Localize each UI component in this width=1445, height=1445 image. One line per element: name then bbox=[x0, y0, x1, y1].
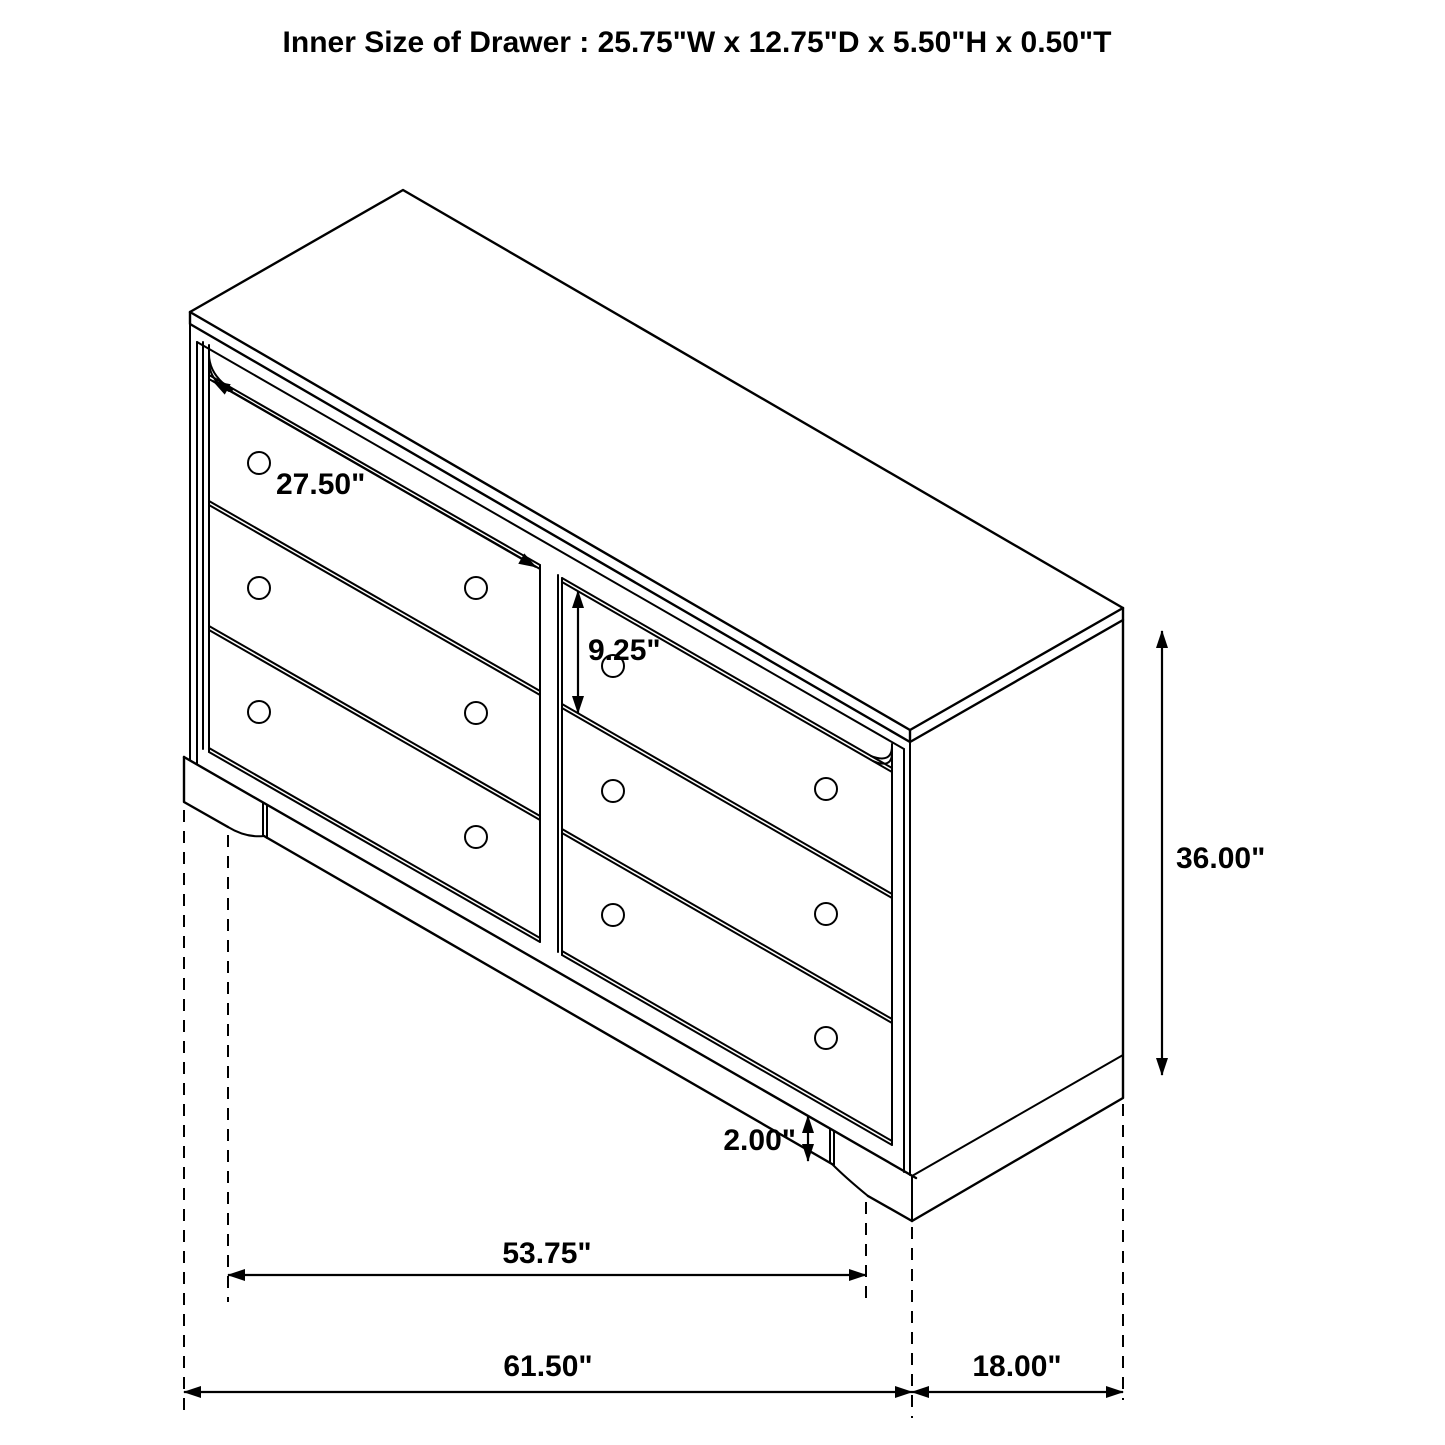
dim-drawer-opening-height bbox=[578, 591, 661, 713]
dimension-annotations bbox=[184, 381, 1265, 1392]
dresser-drawing bbox=[184, 190, 1123, 1221]
dim-distance-between-feet bbox=[228, 1237, 866, 1275]
case-edges bbox=[190, 324, 910, 1175]
dim-overall-width bbox=[184, 1350, 912, 1392]
diagram-title: Inner Size of Drawer : 25.75"W x 12.75"D x 5.50"H x 0.50"T bbox=[282, 26, 1112, 59]
dim-overall-height bbox=[1162, 631, 1265, 1075]
dim-label-overall-depth: 18.00" bbox=[972, 1350, 1062, 1383]
dim-overall-depth bbox=[912, 1350, 1123, 1392]
dim-label-drawer-opening-width: 27.50" bbox=[276, 468, 366, 501]
dim-label-overall-width: 61.50" bbox=[503, 1350, 593, 1383]
extension-lines bbox=[184, 810, 1123, 1418]
dim-label-drawer-opening-height: 9.25" bbox=[588, 634, 661, 667]
dim-base-height bbox=[723, 1116, 808, 1161]
drawer-openings bbox=[203, 342, 892, 1145]
dim-label-overall-height: 36.00" bbox=[1176, 842, 1266, 875]
dim-label-distance-between-feet: 53.75" bbox=[502, 1237, 592, 1270]
dim-label-base-height: 2.00" bbox=[723, 1124, 796, 1157]
bracket-base bbox=[184, 757, 916, 1221]
